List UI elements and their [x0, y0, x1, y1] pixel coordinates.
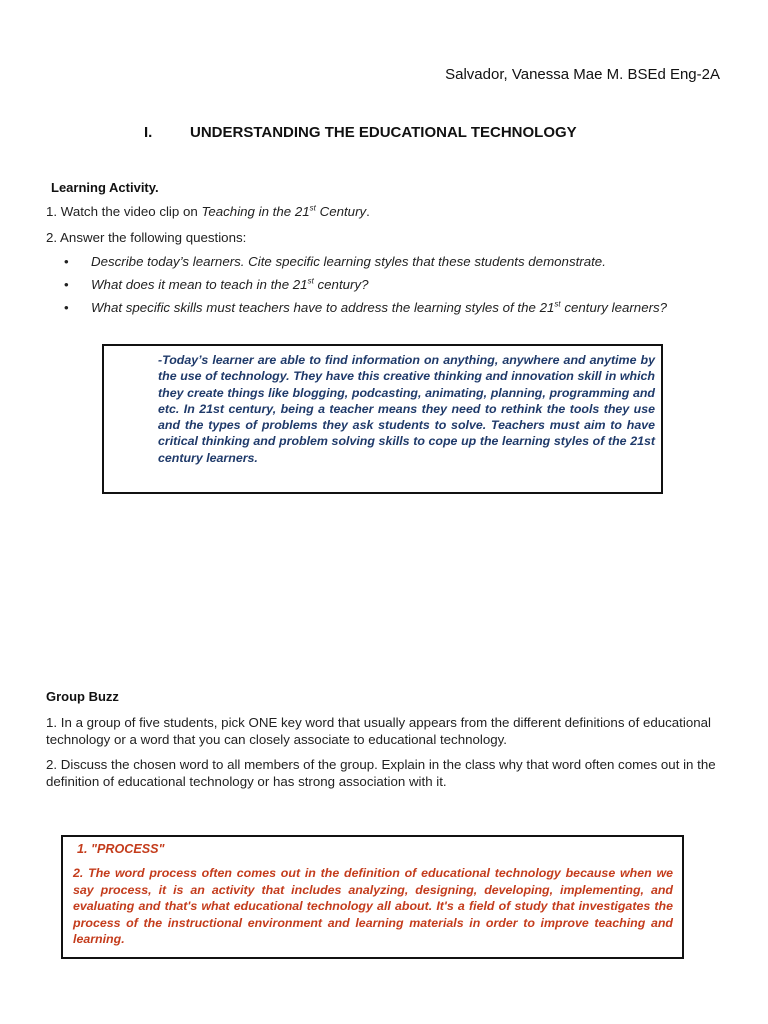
list-item: [62, 277, 692, 292]
answer-box-2-title: 1. "PROCESS": [77, 842, 165, 856]
question-3: [91, 300, 667, 315]
superscript: st: [307, 276, 314, 286]
superscript: st: [309, 203, 316, 213]
question-2-text: What does it mean to teach in the 21: [91, 277, 308, 292]
section-number: I.: [144, 124, 153, 141]
group-buzz-item-1: 1. In a group of five students, pick ONE key word that usually appears from the different definitions of educational technology or a word that you can closely associate to educational technology.: [46, 715, 711, 747]
question-1: Describe today’s learners. Cite specific learning styles that these students demonstrate.: [91, 254, 606, 269]
answer-box-2-text: 2. The word process often comes out in the definition of educational technology because when we say process, it is an activity that includes analyzing, designing, developing, implementing, and evaluating and that's what educational technology all about. It's a field of study that investigates the process of the instructional environment and learning materials in order to improve teaching and learning.: [73, 866, 673, 946]
question-3-end: century learners?: [560, 300, 668, 315]
question-2-end: century?: [313, 277, 369, 292]
superscript: st: [554, 299, 561, 309]
bullet-icon: •: [64, 277, 69, 292]
learning-activity-heading: Learning Activity.: [51, 180, 159, 195]
activity-item-1-italic: Teaching in the 21: [201, 204, 310, 219]
question-2: [91, 277, 369, 292]
section-title: UNDERSTANDING THE EDUCATIONAL TECHNOLOGY: [190, 124, 577, 141]
answer-box-1-text: -Today’s learner are able to find information on anything, anywhere and anytime by the use of technology. They have this creative thinking and innovation skill in which they create things like blogging, podcasting, animating, planning, programming and etc. In 21st century, being a teacher means they need to rethink the tools they use and the types of problems they ask students to solve. Teachers must aim to have critical thinking and problem solving skills to cope up the learning styles of the 21st century learners.: [158, 353, 655, 465]
question-3-text: What specific skills must teachers have to address the learning styles of the 21: [91, 300, 555, 315]
bullet-icon: •: [64, 254, 69, 269]
answer-box-2: [61, 835, 684, 959]
activity-item-2: 2. Answer the following questions:: [46, 230, 247, 245]
period: .: [366, 204, 370, 219]
group-buzz-heading: Group Buzz: [46, 689, 119, 704]
list-item: [62, 300, 692, 315]
question-list: [62, 254, 692, 323]
activity-item-1: [46, 203, 370, 220]
answer-box-1: [102, 344, 663, 494]
list-item: [62, 254, 692, 269]
group-buzz-item-2: 2. Discuss the chosen word to all members of the group. Explain in the class why that word often comes out in the definition of educational technology or has strong association with it.: [46, 757, 716, 789]
activity-item-1-text: 1. Watch the video clip on: [46, 204, 202, 219]
bullet-icon: •: [64, 300, 69, 315]
author-line: Salvador, Vanessa Mae M. BSEd Eng-2A: [445, 66, 720, 83]
activity-item-1-italic-end: Century: [315, 204, 367, 219]
